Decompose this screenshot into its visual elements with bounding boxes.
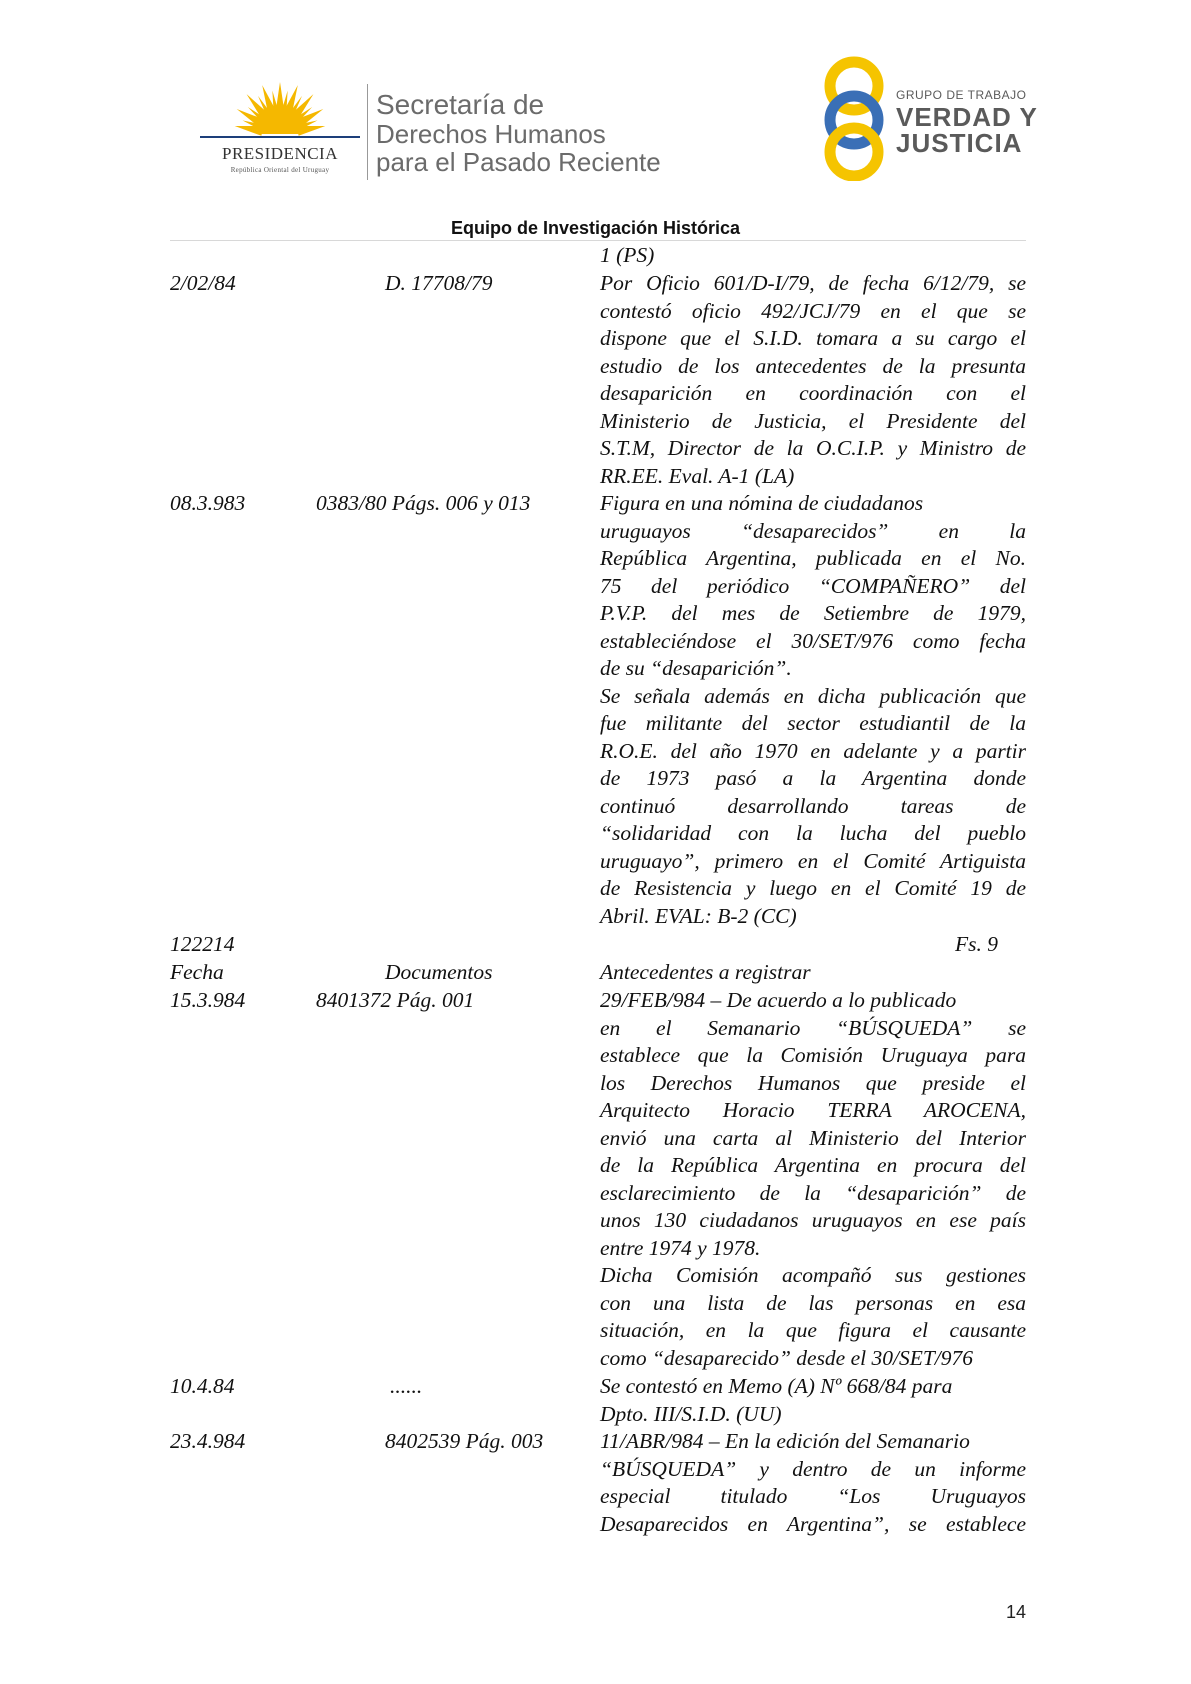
presidencia-name: PRESIDENCIA (221, 144, 338, 163)
fecha-cell: 23.4.984 (170, 1429, 246, 1453)
sun-emblem-icon (195, 78, 365, 144)
header-divider (367, 84, 368, 180)
text-line: S.T.M, Director de la O.C.I.P. y Ministro de (600, 436, 1026, 460)
text-line: Arquitecto Horacio TERRA AROCENA, (600, 1098, 1026, 1122)
text-line: Dpto. III/S.I.D. (UU) (600, 1401, 782, 1426)
antecedente-continuation (600, 242, 1026, 270)
fecha-cell: 2/02/84 (170, 271, 236, 295)
text-line: 75 del periódico “COMPAÑERO” del (600, 573, 1026, 598)
antecedente-cell (600, 490, 1026, 930)
text-line: de Resistencia y luego en el Comité 19 de (600, 876, 1026, 900)
text-line: los Derechos Humanos que preside el (600, 1070, 1026, 1095)
text-line: continuó desarrollando tareas de (600, 793, 1026, 818)
text-line: Desaparecidos en Argentina”, se establece (600, 1511, 1026, 1536)
text-line: con una lista de las personas en esa (600, 1290, 1026, 1315)
text-line: especial titulado “Los Uruguayos (600, 1484, 1026, 1508)
text-line: Dicha Comisión acompañó sus gestiones (600, 1263, 1026, 1287)
verdad-justicia-logo (820, 56, 1050, 181)
text-line: P.V.P. del mes de Setiembre de 1979, (600, 601, 1026, 625)
justicia-label: JUSTICIA (896, 128, 1023, 158)
text-line: uruguayo”, primero en el Comité Artiguista (600, 848, 1026, 873)
presidencia-logo (195, 78, 365, 178)
text-line: fue militante del sector estudiantil de la (600, 711, 1026, 735)
text-line: uruguayos “desaparecidos” en la (600, 518, 1026, 543)
text-line: Se señala además en dicha publicación que (600, 683, 1026, 708)
text-line: estableciéndose el 30/SET/976 como fecha (600, 628, 1026, 653)
secretaria-logo-text (376, 90, 661, 176)
text-line: de su “desaparición”. (600, 656, 792, 680)
text-line: Se contestó en Memo (A) Nº 668/84 para (600, 1374, 953, 1398)
text-line: en el Semanario “BÚSQUEDA” se (600, 1015, 1026, 1040)
text-line: Abril. EVAL: B-2 (CC) (600, 903, 797, 928)
text-line: dispone que el S.I.D. tomara a su cargo el (600, 326, 1026, 350)
presidencia-subtitle: República Oriental del Uruguay (230, 166, 330, 174)
text-line: Figura en una nómina de ciudadanos (600, 491, 924, 515)
text-line: contestó oficio 492/JCJ/79 en el que se (600, 298, 1026, 323)
text-line: 1 (PS) (600, 243, 655, 267)
section-title: Equipo de Investigación Histórica (450, 218, 741, 238)
documento-cell: D. 17708/79 (385, 271, 493, 295)
header-antecedentes: Antecedentes a registrar (600, 960, 811, 984)
text-line: RR.EE. Eval. A-1 (LA) (600, 463, 795, 488)
verdad-label: VERDAD Y (896, 102, 1038, 132)
text-line: Por Oficio 601/D-I/79, de fecha 6/12/79, se (600, 271, 1026, 295)
antecedente-cell (600, 987, 1026, 1372)
text-line: establece que la Comisión Uruguaya para (600, 1043, 1026, 1067)
antecedente-cell (600, 1428, 1026, 1538)
page-ref-id: 122214 (170, 932, 235, 956)
text-line: “BÚSQUEDA” y dentro de un informe (600, 1456, 1026, 1481)
text-line: unos 130 ciudadanos uruguayos en ese país (600, 1208, 1026, 1232)
text-line: 29/FEB/984 – De acuerdo a lo publicado (600, 988, 957, 1012)
text-line: de la República Argentina en procura del (600, 1153, 1026, 1177)
text-line: República Argentina, publicada en el No. (600, 546, 1026, 570)
documento-cell: 0383/80 Págs. 006 y 013 (316, 491, 531, 515)
text-line: entre 1974 y 1978. (600, 1235, 761, 1260)
fecha-cell: 15.3.984 (170, 988, 246, 1012)
text-line: como “desaparecido” desde el 30/SET/976 (600, 1345, 974, 1370)
fecha-cell: 10.4.84 (170, 1374, 235, 1398)
text-line: Ministerio de Justicia, el Presidente del (600, 408, 1026, 433)
grupo-trabajo-label: GRUPO DE TRABAJO (896, 88, 1027, 102)
text-line: situación, en la que figura el causante (600, 1318, 1026, 1342)
text-line: “solidaridad con la lucha del pueblo (600, 821, 1026, 845)
text-line: estudio de los antecedentes de la presunta (600, 353, 1026, 378)
header-fecha: Fecha (170, 960, 224, 984)
antecedente-cell (600, 270, 1026, 490)
secretaria-line-1: Secretaría de (376, 89, 545, 120)
text-line: envió una carta al Ministerio del Interior (600, 1125, 1026, 1150)
antecedente-cell (600, 1373, 1026, 1428)
documento-cell: ...... (390, 1374, 423, 1398)
folio-label: Fs. 9 (955, 932, 998, 956)
text-line: esclarecimiento de la “desaparición” de (600, 1180, 1026, 1205)
header-documentos: Documentos (385, 960, 493, 984)
fecha-cell: 08.3.983 (170, 491, 246, 515)
secretaria-line-2: Derechos Humanos (376, 119, 606, 149)
documento-cell: 8401372 Pág. 001 (316, 988, 475, 1012)
text-line: de 1973 pasó a la Argentina donde (600, 766, 1026, 790)
documento-cell: 8402539 Pág. 003 (385, 1429, 544, 1453)
rings-emblem-icon (820, 56, 900, 181)
secretaria-line-3: para el Pasado Reciente (376, 147, 661, 177)
text-line: 11/ABR/984 – En la edición del Semanario (600, 1429, 970, 1453)
page-number: 14 (1006, 1602, 1027, 1622)
text-line: R.O.E. del año 1970 en adelante y a partir (600, 738, 1026, 763)
text-line: desaparición en coordinación con el (600, 381, 1026, 405)
header-rule (170, 240, 1026, 241)
